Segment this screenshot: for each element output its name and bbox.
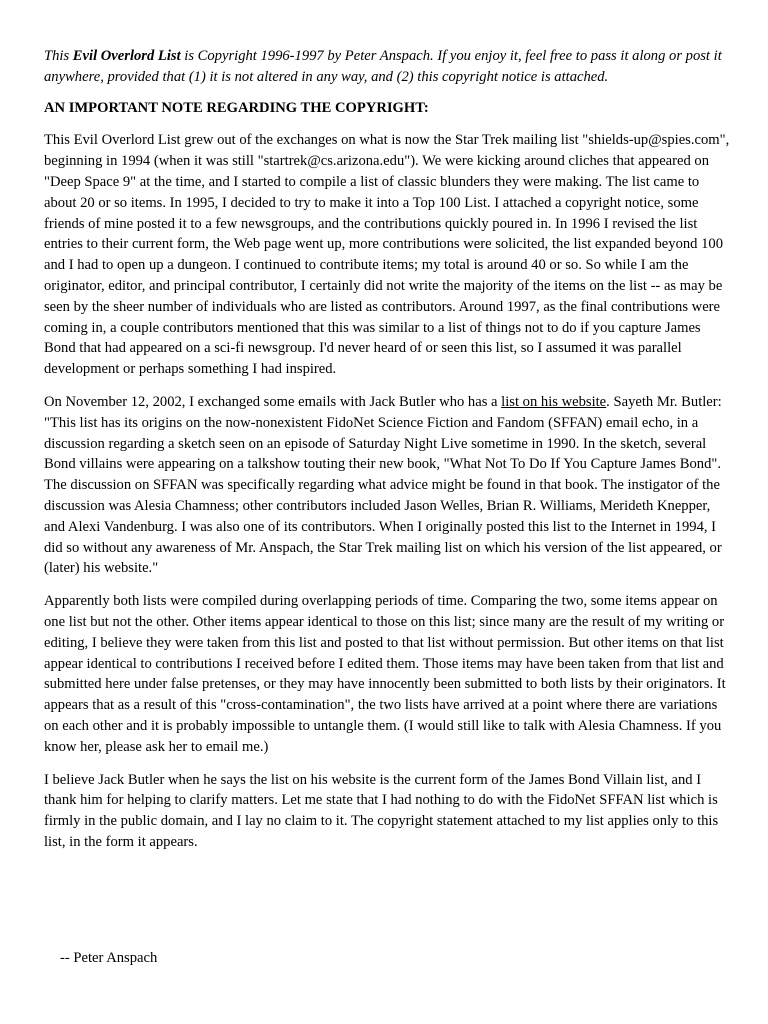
butler-paragraph	[44, 392, 734, 579]
origin-paragraph: This Evil Overlord List grew out of the exchanges on what is now the Star Trek mailing list "shields-up@spies.com", beginning in 1994 (when it was still "startrek@cs.arizona.edu"). We were kicking around cliches that appeared on "Deep Space 9" at the time, and I started to compile a list of classic blunders they were making. The list came to about 20 or so items. In 1995, I decided to try to make it into a Top 100 List. I attached a copyright notice, some friends of mine posted it to a few newsgroups, and the contributions quickly poured in. In 1996 I revised the list entries to their current form, the Web page went up, more contributions were solicited, the list expanded beyond 100 and I had to open up a dungeon. I continued to contribute items; my total is around 40 or so. So while I am the originator, editor, and principal contributor, I certainly did not write the majority of the items on the list -- as may be seen by the sheer number of individuals who are listed as contributors. Around 1997, as the final contributions were coming in, a couple contributors mentioned that this was similar to a list of things not to do if you capture James Bond that had appeared on a sci-fi newsgroup. I'd never heard of or seen this list, so I assumed it was parallel development or perhaps something I had inspired.	[44, 132, 730, 378]
list-title: Evil Overlord List	[72, 48, 181, 64]
notice-prefix: This	[44, 48, 73, 64]
copyright-notice	[44, 46, 734, 88]
butler-text-before-link: On November 12, 2002, I exchanged some emails with Jack Butler who has a	[44, 393, 502, 410]
butler-website-link[interactable]: list on his website	[501, 393, 607, 410]
document-body	[44, 46, 734, 853]
notice-suffix: is Copyright 1996-1997 by Peter Anspach. If you enjoy it, feel free to pass it along or post it anywhere, provided that (1) it is not altered in any way, and (2) this copyright notice is attached.	[44, 48, 722, 85]
conclusion-paragraph: I believe Jack Butler when he says the list on his website is the current form of the James Bond Villain list, and I thank him for helping to clarify matters. Let me state that I had nothing to do with the FidoNet SFFAN list which is firmly in the public domain, and I lay no claim to it. The copyright statement attached to my list applies only to this list, in the form it appears.	[44, 771, 719, 850]
butler-text-after-link: . Sayeth Mr. Butler: "This list has its origins on the now-nonexistent FidoNet Science Fiction and Fandom (SFFAN) email echo, in a discussion regarding a sketch seen on an episode of Saturday Night Live sometime in 1990. In the sketch, several Bond villains were appearing on a talkshow touting their new book, "What Not To Do If You Capture James Bond". The discussion on SFFAN was specifically regarding what advice might be found in that book. The instigator of the discussion was Alesia Chamness; other contributors included Jason Welles, Brian R. Williams, Merideth Knepper, and Alexi Vandenburg. I was also one of its contributors. When I originally posted this list to the Internet in 1994, I did so without any awareness of Mr. Anspach, the Star Trek mailing list on which his version of the list appeared, or (later) his website."	[44, 393, 722, 577]
copyright-heading: AN IMPORTANT NOTE REGARDING THE COPYRIGHT:	[44, 99, 429, 116]
author-signature: -- Peter Anspach	[60, 950, 158, 966]
overlap-paragraph: Apparently both lists were compiled during overlapping periods of time. Comparing the two, some items appear on one list but not the other. Other items appear identical to those on this list; since many are the result of my writing or editing, I believe they were taken from this list and posted to that list without permission. But other items on that list appear identical to contributions I received before I edited them. Those items may have been taken from that list and submitted here under false pretenses, or they may have innocently been submitted to both lists by their originators. It appears that as a result of this "cross-contamination", the two lists have arrived at a point where there are variations on each other and it is probably impossible to untangle them. (I would still like to talk with Alesia Chamness. If you know her, please ask her to email me.)	[44, 593, 726, 755]
